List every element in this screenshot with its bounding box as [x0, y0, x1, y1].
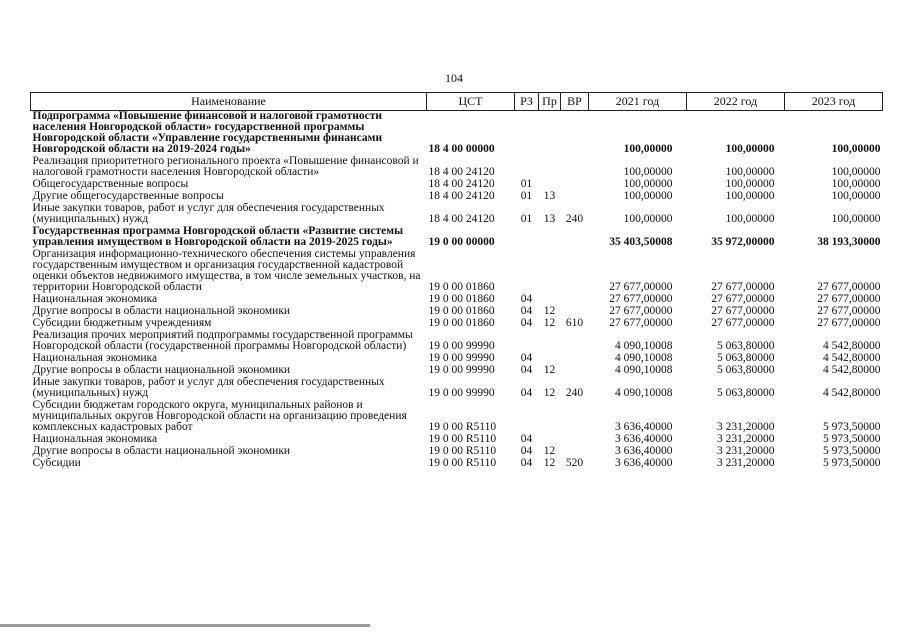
cell-name: Другие вопросы в области национальной экономики — [32, 305, 291, 317]
cell-vr — [561, 191, 589, 203]
cell-rz — [515, 400, 539, 434]
cell-2022: 100,00000 — [725, 190, 775, 202]
cell-2021: 27 677,00000 — [609, 281, 673, 293]
cell-rz — [515, 249, 539, 294]
cell-name: Иные закупки товаров, работ и услуг для обеспечения государственных (муниципальных) нужд — [32, 202, 385, 225]
cell-2022: 100,00000 — [725, 166, 775, 178]
cell-name: Другие вопросы в области национальной экономики — [32, 445, 291, 457]
cell-2021: 4 090,10008 — [615, 340, 673, 352]
cell-cst: 19 0 00 99990 — [428, 387, 495, 399]
cell-2021: 100,00000 — [623, 143, 673, 155]
cell-2023: 4 542,80000 — [823, 387, 881, 399]
cell-name: Подпрограмма «Повышение финансовой и налоговой грамотности населения Новгородской области» государственной программы Новгородской области «Управление государственными финансами Новгородской области на 2019-2024 годы» — [32, 110, 383, 155]
cell-name: Субсидии — [32, 457, 81, 469]
cell-rz — [515, 330, 539, 353]
cell-2021: 100,00000 — [623, 166, 673, 178]
cell-rz: 04 — [520, 457, 533, 469]
cell-cst: 19 0 00 01860 — [428, 305, 495, 317]
cell-2021: 100,00000 — [623, 178, 673, 190]
column-header-vr: ВР — [561, 93, 589, 111]
cell-2022: 3 231,20000 — [717, 445, 775, 457]
cell-cst: 18 4 00 24120 — [428, 166, 495, 178]
column-header-2022: 2022 год — [687, 93, 785, 111]
cell-2023: 100,00000 — [831, 178, 881, 190]
cell-rz: 01 — [520, 213, 533, 225]
cell-2023: 4 542,80000 — [823, 340, 881, 352]
cell-pr: 12 — [543, 457, 556, 469]
cell-cst: 19 0 00 01860 — [428, 317, 495, 329]
cell-vr: 610 — [565, 317, 584, 329]
cell-rz — [515, 111, 539, 157]
cell-pr — [539, 400, 561, 434]
cell-2022: 27 677,00000 — [711, 305, 775, 317]
cell-2021: 3 636,40000 — [615, 445, 673, 457]
cell-2023: 5 973,50000 — [823, 433, 881, 445]
cell-2021: 4 090,10008 — [615, 352, 673, 364]
cell-2021: 27 677,00000 — [609, 293, 673, 305]
cell-vr — [561, 179, 589, 191]
column-header-cst: ЦСТ — [427, 93, 515, 111]
cell-2023: 100,00000 — [831, 166, 881, 178]
cell-2023: 5 973,50000 — [823, 421, 881, 433]
cell-name: Государственная программа Новгородской области «Развитие системы управления имуществом в Новгородской области на 2019-2025 годы» — [32, 225, 404, 248]
cell-2023: 27 677,00000 — [817, 305, 881, 317]
cell-vr — [561, 365, 589, 377]
cell-2021: 27 677,00000 — [609, 305, 673, 317]
cell-vr: 240 — [565, 213, 584, 225]
cell-pr: 12 — [543, 387, 556, 399]
cell-rz: 04 — [520, 305, 533, 317]
table-row — [31, 226, 883, 249]
cell-2021: 4 090,10008 — [615, 387, 673, 399]
cell-vr — [561, 249, 589, 294]
cell-2023: 27 677,00000 — [817, 281, 881, 293]
cell-rz: 04 — [520, 317, 533, 329]
cell-2022: 3 231,20000 — [717, 421, 775, 433]
cell-cst: 18 4 00 24120 — [428, 190, 495, 202]
cell-2022: 5 063,80000 — [717, 387, 775, 399]
cell-name: Реализация прочих мероприятий подпрограммы государственной программы Новгородской области (государственной программы Новгородской области) — [32, 329, 413, 352]
bottom-divider — [0, 624, 370, 627]
cell-rz: 04 — [520, 293, 533, 305]
cell-2022: 3 231,20000 — [717, 457, 775, 469]
cell-2022: 5 063,80000 — [717, 340, 775, 352]
cell-cst: 19 0 00 99990 — [428, 364, 495, 376]
cell-pr — [539, 156, 561, 179]
table-row — [31, 111, 883, 157]
cell-2023: 100,00000 — [831, 143, 881, 155]
cell-cst: 19 0 00 01860 — [428, 293, 495, 305]
cell-2022: 5 063,80000 — [717, 364, 775, 376]
cell-pr — [539, 111, 561, 157]
cell-2023: 4 542,80000 — [823, 364, 881, 376]
cell-pr — [539, 249, 561, 294]
cell-2022: 27 677,00000 — [711, 281, 775, 293]
cell-rz: 04 — [520, 387, 533, 399]
cell-2022: 100,00000 — [725, 143, 775, 155]
cell-cst: 19 0 00 99990 — [428, 352, 495, 364]
cell-cst: 19 0 00 00000 — [428, 236, 495, 248]
cell-rz: 01 — [520, 190, 533, 202]
cell-2022: 35 972,00000 — [711, 236, 775, 248]
cell-2023: 27 677,00000 — [817, 317, 881, 329]
column-header-name: Наименование — [31, 93, 427, 111]
cell-rz — [515, 226, 539, 249]
cell-vr — [561, 156, 589, 179]
cell-2021: 35 403,50008 — [609, 236, 673, 248]
cell-cst: 19 0 00 R5110 — [428, 421, 497, 433]
cell-cst: 18 4 00 24120 — [428, 213, 495, 225]
cell-2023: 100,00000 — [831, 190, 881, 202]
cell-2021: 100,00000 — [623, 190, 673, 202]
column-header-pr: Пр — [539, 93, 561, 111]
cell-vr — [561, 226, 589, 249]
cell-rz: 04 — [520, 352, 533, 364]
cell-cst: 19 0 00 R5110 — [428, 445, 497, 457]
cell-pr: 12 — [543, 305, 556, 317]
column-header-2023: 2023 год — [785, 93, 883, 111]
cell-pr — [539, 226, 561, 249]
cell-name: Реализация приоритетного регионального проекта «Повышение финансовой и налоговой грамотности населения Новгородской области» — [32, 155, 419, 178]
cell-2021: 3 636,40000 — [615, 421, 673, 433]
cell-name: Национальная экономика — [32, 433, 158, 445]
cell-2022: 100,00000 — [725, 213, 775, 225]
column-header-2021: 2021 год — [589, 93, 687, 111]
cell-pr: 13 — [543, 190, 556, 202]
table-header-row — [31, 93, 883, 111]
cell-vr — [561, 400, 589, 434]
cell-rz: 01 — [520, 178, 533, 190]
cell-vr: 240 — [565, 387, 584, 399]
cell-2021: 3 636,40000 — [615, 457, 673, 469]
cell-vr — [561, 111, 589, 157]
cell-pr — [539, 330, 561, 353]
cell-2023: 4 542,80000 — [823, 352, 881, 364]
cell-rz: 04 — [520, 433, 533, 445]
cell-2021: 3 636,40000 — [615, 433, 673, 445]
table-body — [31, 111, 883, 471]
cell-name: Национальная экономика — [32, 352, 158, 364]
cell-2022: 100,00000 — [725, 178, 775, 190]
cell-2023: 5 973,50000 — [823, 457, 881, 469]
cell-name: Другие вопросы в области национальной экономики — [32, 364, 291, 376]
cell-name: Субсидии бюджетным учреждениям — [32, 317, 212, 329]
cell-pr: 12 — [543, 364, 556, 376]
table-row — [31, 156, 883, 179]
cell-2022: 27 677,00000 — [711, 293, 775, 305]
table-row — [31, 330, 883, 353]
cell-2021: 4 090,10008 — [615, 364, 673, 376]
cell-2022: 5 063,80000 — [717, 352, 775, 364]
cell-rz: 04 — [520, 364, 533, 376]
budget-table — [30, 92, 883, 470]
cell-pr: 12 — [543, 317, 556, 329]
cell-vr: 520 — [565, 457, 584, 469]
cell-cst: 19 0 00 99990 — [428, 340, 495, 352]
cell-name: Другие общегосударственные вопросы — [32, 190, 224, 202]
page-number: 104 — [445, 71, 463, 85]
cell-cst: 18 4 00 24120 — [428, 178, 495, 190]
cell-rz — [515, 156, 539, 179]
cell-vr — [561, 330, 589, 353]
cell-2023: 38 193,30000 — [817, 236, 881, 248]
cell-cst: 19 0 00 01860 — [428, 281, 495, 293]
cell-pr: 13 — [543, 213, 556, 225]
table-row — [31, 377, 883, 400]
cell-name: Общегосударственные вопросы — [32, 178, 189, 190]
table-row — [31, 458, 883, 470]
cell-2021: 100,00000 — [623, 213, 673, 225]
cell-2023: 100,00000 — [831, 213, 881, 225]
cell-2021: 27 677,00000 — [609, 317, 673, 329]
column-header-rz: РЗ — [515, 93, 539, 111]
cell-vr — [561, 294, 589, 306]
cell-rz: 04 — [520, 445, 533, 457]
cell-vr — [561, 353, 589, 365]
cell-name: Национальная экономика — [32, 293, 158, 305]
table-row — [31, 203, 883, 226]
cell-cst: 19 0 00 R5110 — [428, 457, 497, 469]
cell-pr: 12 — [543, 445, 556, 457]
cell-2023: 27 677,00000 — [817, 293, 881, 305]
cell-name: Субсидии бюджетам городского округа, муниципальных районов и муниципальных округов Новгородской области на организацию проведения комплексных кадастровых работ — [32, 399, 407, 433]
cell-name: Иные закупки товаров, работ и услуг для обеспечения государственных (муниципальных) нужд — [32, 376, 385, 399]
cell-2023: 5 973,50000 — [823, 445, 881, 457]
cell-vr — [561, 434, 589, 446]
cell-2022: 27 677,00000 — [711, 317, 775, 329]
cell-2022: 3 231,20000 — [717, 433, 775, 445]
table-row — [31, 249, 883, 294]
cell-cst: 19 0 00 R5110 — [428, 433, 497, 445]
cell-cst: 18 4 00 00000 — [428, 143, 495, 155]
table-row — [31, 400, 883, 434]
cell-name: Организация информационно-технического обеспечения системы управления государственным имуществом и организация государственной кадастровой оценки объектов недвижимого имущества, в том числе земельных участков, на территории Новгородской области — [32, 248, 421, 293]
